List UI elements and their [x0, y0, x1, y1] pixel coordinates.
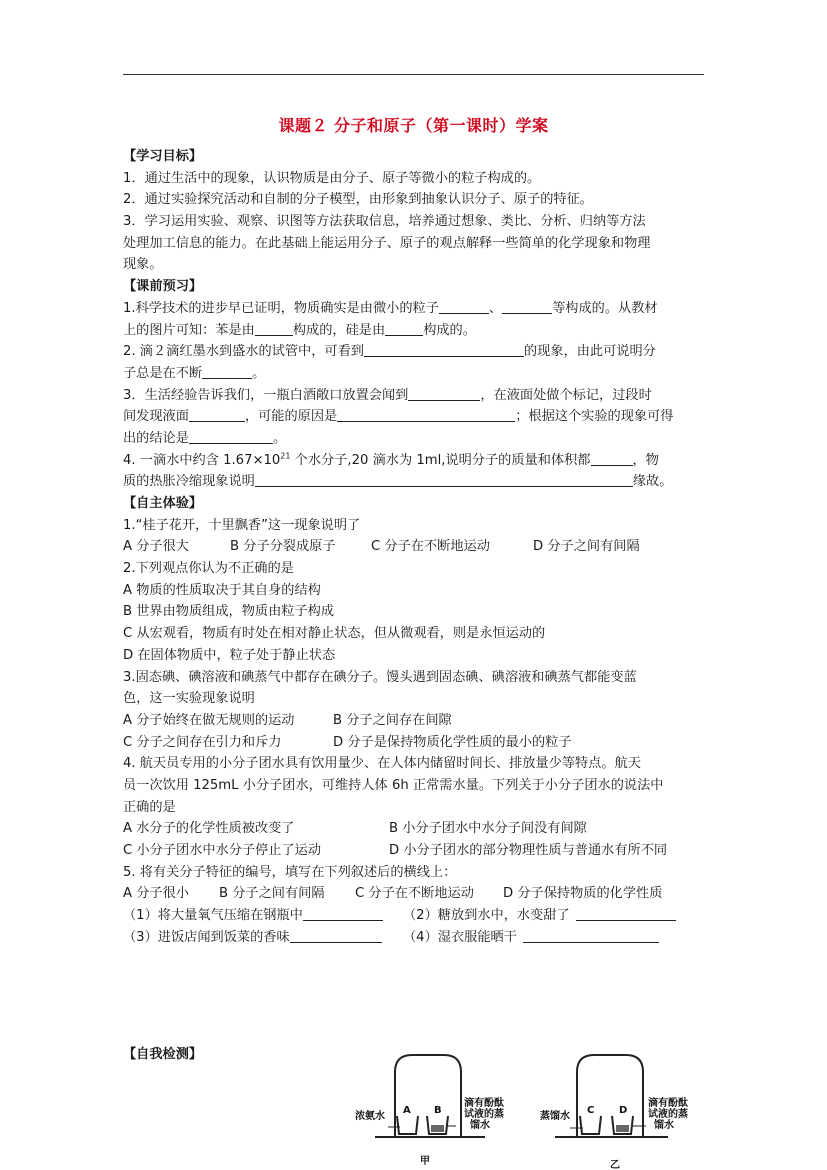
option-a[interactable]: A 分子始终在做无规则的运动 [123, 712, 295, 728]
preview-q3-line1: 3．生活经验告诉我们，一瓶白酒敞口放置会闻到 ，在液面处做个标记，过段时 [123, 385, 706, 407]
preview-q1-line2: 上的图片可知：苯是由 构成的，硅是由 构成的。 [123, 320, 706, 342]
label-ammonia: 浓氨水 [355, 1111, 385, 1122]
option-a[interactable]: A 分子很大 [123, 539, 189, 555]
label-cup-b: B [434, 1105, 442, 1116]
objective-line: 3．学习运用实验、观察、识图等方法获取信息，培养通过想象、类比、分析、归纳等方法 [123, 214, 646, 230]
objective-line: 现象。 [123, 257, 163, 273]
question-text: 正确的是 [123, 799, 176, 815]
option-row [123, 883, 706, 905]
answer-blank[interactable] [202, 363, 252, 379]
label-phenol2-3: 馏水 [654, 1120, 674, 1131]
fill-row: （3）进饭店闻到饭菜的香味 （4）湿衣服能晒干 [123, 927, 706, 949]
option-d[interactable]: D 分子之间有间隔 [533, 539, 640, 555]
option-d[interactable]: D 分子是保持物质化学性质的最小的粒子 [333, 734, 572, 750]
option-d[interactable]: D 小分子团水的部分物理性质与普通水有所不同 [389, 843, 668, 858]
answer-blank[interactable] [255, 320, 293, 336]
section-heading-practice: 【自主体验】 [123, 496, 203, 511]
preview-q2-line1: 2. 滴２滴红墨水到盛水的试管中，可看到 的现象，由此可说明分 [123, 341, 706, 363]
section-heading-preview: 【课前预习】 [123, 279, 203, 295]
preview-q3-line3: 出的结论是 。 [123, 428, 706, 450]
label-phenol-3: 馏水 [470, 1120, 490, 1131]
question-text: 员一次饮用 125mL 小分子团水，可维持人体 6h 正常需水量。下列关于小分子团水的说法中 [123, 777, 664, 793]
option-d[interactable]: D 在固体物质中，粒子处于静止状态 [123, 647, 336, 663]
option-a: A 分子很小 [123, 886, 189, 902]
answer-blank[interactable] [189, 428, 273, 444]
label-cup-d: D [619, 1105, 628, 1116]
label-cup-a: A [403, 1105, 411, 1116]
label-cup-c: C [587, 1105, 595, 1116]
bell-jar-right [577, 1055, 643, 1137]
option-b[interactable]: B 分子之间存在间隙 [333, 712, 452, 728]
option-c[interactable]: C 小分子团水中水分子停止了运动 [123, 843, 322, 858]
answer-blank[interactable] [385, 320, 423, 336]
section-heading-selftest: 【自我检测】 [123, 1047, 203, 1062]
option-b[interactable]: B 世界由物质组成，物质由粒子构成 [123, 604, 335, 620]
answer-blank[interactable] [591, 450, 633, 466]
answer-blank[interactable] [290, 927, 382, 943]
preview-q1-line1: 1.科学技术的进步早已证明，物质确实是由微小的粒子 、 等构成的。从教材 [123, 298, 706, 320]
option-c[interactable]: C 分子之间存在引力和斥力 [123, 734, 282, 750]
experiment-diagram [350, 1052, 710, 1170]
objective-line: 1．通过生活中的现象，认识物质是由分子、原子等微小的粒子构成的。 [123, 170, 541, 186]
beaker-c [580, 1116, 601, 1134]
objective-line: 2．通过实验探究活动和自制的分子模型，由形象到抽象认识分子、原子的特征。 [123, 192, 593, 208]
answer-blank[interactable] [189, 406, 245, 422]
preview-q3-line2: 间发现液面 ，可能的原因是 ；根据这个实验的现象可得 [123, 406, 706, 428]
answer-blank[interactable] [439, 298, 489, 314]
label-distilled: 蒸馏水 [540, 1111, 570, 1122]
objective-line: 处理加工信息的能力。在此基础上能运用分子、原子的观点解释一些简单的化学现象和物理 [123, 235, 651, 251]
option-d: D 分子保持物质的化学性质 [503, 886, 663, 902]
label-phenol-1: 滴有酚酞 [464, 1098, 504, 1109]
preview-q4-line1: 4. 一滴水中约含 $1.67\times 10^{21}$ 个水分子,20 滴水为 1ml,说明分子的质量和体积都 ，物 [123, 451, 659, 468]
option-row [123, 732, 706, 754]
label-phenol2-1: 滴有酚酞 [648, 1098, 688, 1109]
question-text: 3.固态碘、碘溶液和碘蒸气中都存在碘分子。馒头遇到固态碘、碘溶液和碘蒸气都能变蓝 [123, 669, 637, 685]
answer-blank[interactable] [408, 385, 480, 401]
answer-blank[interactable] [523, 927, 659, 943]
question-text: 色，这一实验现象说明 [123, 691, 255, 707]
question-text: 4. 航天员专用的小分子团水具有饮用量少、在人体内储留时间长、排放量少等特点。航天 [123, 756, 641, 772]
answer-blank[interactable] [255, 471, 633, 487]
worksheet-body [123, 146, 706, 948]
answer-blank[interactable] [303, 905, 383, 921]
preview-q4-line2: 质的热胀冷缩现象说明 缘故。 [123, 471, 706, 493]
option-row [123, 536, 706, 558]
fill-row: （1）将大量氧气压缩在钢瓶中 （2）糖放到水中，水变甜了 [123, 905, 706, 927]
page-title: 课题２ 分子和原子（第一课时）学案 [278, 116, 549, 135]
option-b[interactable]: B 分子分裂成原子 [230, 539, 336, 555]
option-b[interactable]: B 小分子团水中水分子间没有间隙 [389, 821, 587, 837]
preview-q2-line2: 子总是在不断 。 [123, 363, 706, 385]
option-row [123, 818, 706, 840]
header-rule [123, 74, 704, 75]
answer-blank[interactable] [337, 406, 515, 422]
question-text: 5. 将有关分子特征的编号，填写在下列叙述后的横线上： [123, 864, 457, 880]
answer-blank[interactable] [502, 298, 552, 314]
option-a[interactable]: A 水分子的化学性质被改变了 [123, 821, 295, 837]
option-row [123, 710, 706, 732]
beaker-a [397, 1116, 418, 1134]
option-c: C 分子在不断地运动 [355, 886, 474, 902]
label-phenol2-2: 试液的蒸 [648, 1109, 688, 1120]
question-text: 1.“桂子花开，十里飘香”这一现象说明了 [123, 517, 361, 533]
label-phenol-2: 试液的蒸 [464, 1109, 504, 1120]
question-text: 2.下列观点你认为不正确的是 [123, 561, 294, 577]
answer-blank[interactable] [576, 905, 676, 921]
answer-blank[interactable] [364, 341, 524, 357]
option-a[interactable]: A 物质的性质取决于其自身的结构 [123, 582, 321, 598]
option-b: B 分子之间有间隔 [219, 886, 325, 902]
section-heading-objectives: 【学习目标】 [123, 149, 203, 164]
option-c[interactable]: C 分子在不断地运动 [371, 539, 490, 555]
option-row [123, 840, 706, 862]
caption-jia: 甲 [420, 1156, 430, 1167]
caption-yi: 乙 [610, 1160, 620, 1170]
option-c[interactable]: C 从宏观看，物质有时处在相对静止状态，但从微观看，则是永恒运动的 [123, 626, 546, 642]
